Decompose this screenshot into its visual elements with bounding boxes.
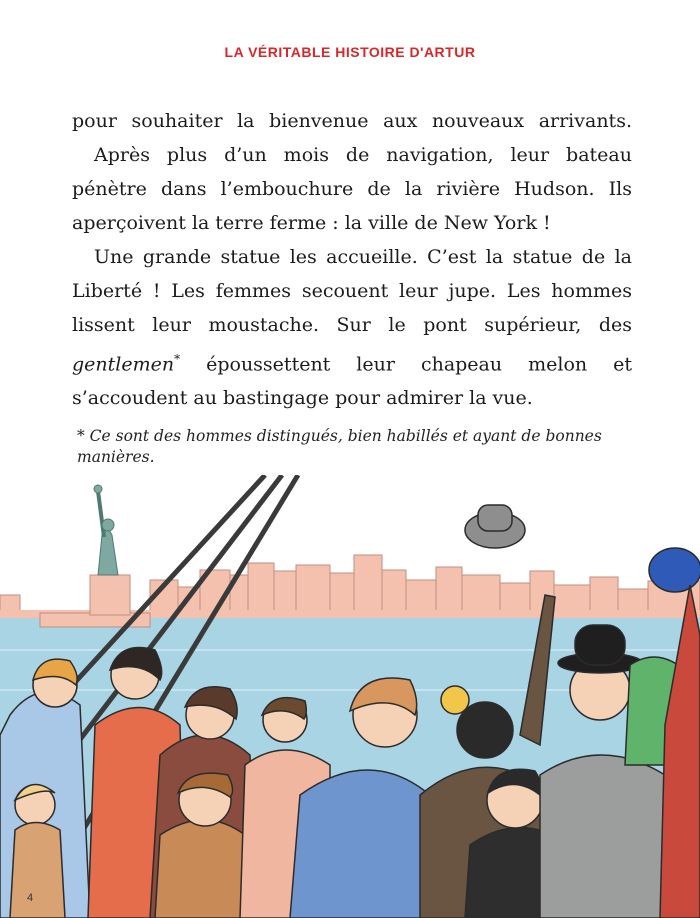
paragraph-statue-text-a: Une grande statue les accueille. C’est la statue de la Liberté ! Les femmes secouent leur jupe. Les hommes lissent leur moustache. Sur le pont supérieur, des xyxy=(72,246,632,336)
page-number: 4 xyxy=(27,892,34,904)
running-head: LA VÉRITABLE HISTOIRE D'ARTUR xyxy=(224,44,476,60)
gentlemen-term: gentlemen xyxy=(72,353,175,376)
paragraph-arrival: Après plus d’un mois de navigation, leur bateau pénètre dans l’embouchure de la rivière Hudson. Ils aperçoivent la terre ferme : la ville de New York ! xyxy=(72,144,632,234)
footnote-mark: * xyxy=(174,352,181,366)
paragraph-statue-text-b: époussettent leur chapeau melon et s’accoudent au bastingage pour admirer la vue. xyxy=(72,353,632,410)
statue-of-liberty xyxy=(40,485,150,627)
paragraph-statue xyxy=(72,240,632,415)
paragraph-continued: pour souhaiter la bienvenue aux nouveaux arrivants. xyxy=(72,110,632,132)
illustration-harbor-crowd xyxy=(0,475,700,918)
body-text xyxy=(72,104,632,415)
blue-hat xyxy=(649,548,700,592)
footnote: * Ce sont des hommes distingués, bien habillés et ayant de bonnes manières. xyxy=(77,427,602,466)
